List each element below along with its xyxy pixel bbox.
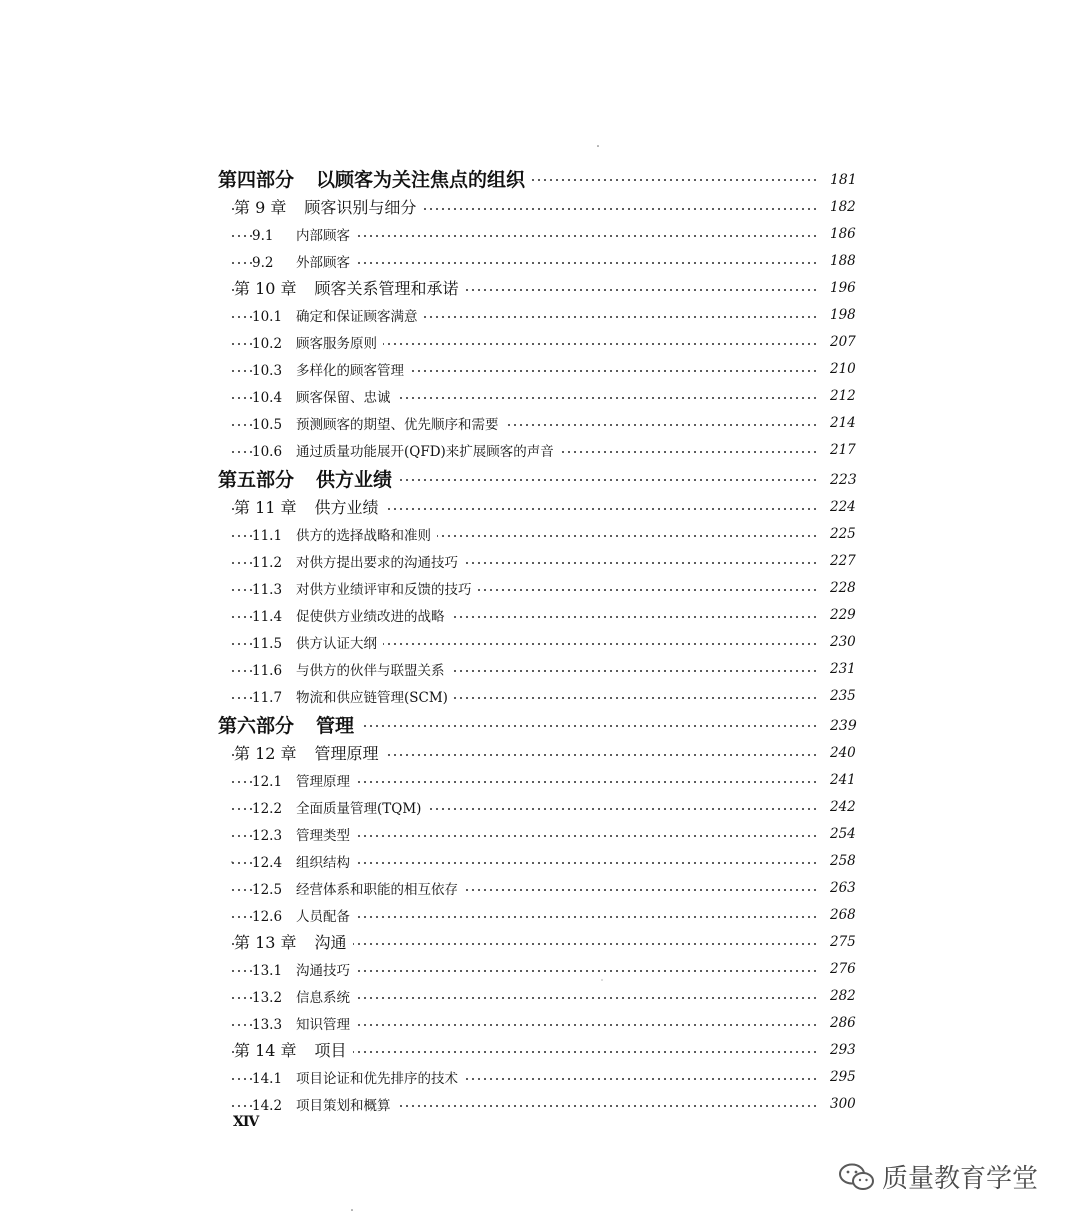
toc-entry-number: 14.2: [252, 1097, 283, 1114]
toc-entry-number: 第六部分: [218, 714, 295, 737]
toc-entry-number: 12.5: [252, 881, 283, 898]
toc-entry-title: 人员配备: [296, 908, 350, 925]
toc-entry-title: 多样化的顾客管理: [296, 362, 404, 379]
toc-entry-label: [252, 251, 356, 271]
toc-entry-label: [252, 905, 356, 925]
toc-entry-number: 14.1: [252, 1070, 283, 1087]
toc-entry-label: [252, 659, 451, 679]
toc-sec-row: [0, 220, 1080, 247]
toc-entry-label: [252, 359, 410, 379]
toc-page-number: 225: [830, 526, 870, 542]
toc-entry-number: 10.2: [252, 335, 283, 352]
toc-entry-number: 第 13 章: [234, 933, 297, 952]
table-of-contents: [0, 163, 1080, 1117]
toc-chap-row: [0, 739, 1080, 766]
toc-page-number: 231: [830, 661, 870, 677]
toc-sec-row: [0, 847, 1080, 874]
toc-entry-title: 预测顾客的期望、优先顺序和需要: [296, 416, 499, 433]
toc-entry-title: 项目论证和优先排序的技术: [296, 1070, 458, 1087]
toc-entry-number: 11.6: [252, 662, 283, 679]
toc-page-number: 263: [830, 880, 870, 896]
toc-entry-title: 顾客保留、忠诚: [296, 389, 391, 406]
toc-page-number: 300: [830, 1096, 870, 1112]
toc-entry-title: 物流和供应链管理(SCM): [296, 689, 448, 706]
toc-page-number: 223: [830, 472, 870, 488]
toc-entry-label: [252, 1013, 356, 1033]
toc-page-number: 258: [830, 853, 870, 869]
toc-entry-number: 10.6: [252, 443, 283, 460]
toc-entry-title: 对供方提出要求的沟通技巧: [296, 554, 458, 571]
toc-entry-title: 组织结构: [296, 854, 350, 871]
page-number: XIV: [233, 1114, 259, 1130]
toc-sec-row: [0, 655, 1080, 682]
toc-page-number: 240: [830, 745, 870, 761]
toc-page-number: 214: [830, 415, 870, 431]
toc-entry-label: [252, 1067, 464, 1087]
toc-chap-row: [0, 1036, 1080, 1063]
toc-page-number: 295: [830, 1069, 870, 1085]
toc-entry-title: 供方认证大纲: [296, 635, 377, 652]
toc-entry-title: 项目: [314, 1041, 347, 1060]
toc-entry-label: [234, 930, 353, 953]
toc-entry-label: [234, 276, 465, 299]
toc-sec-row: [0, 301, 1080, 328]
toc-entry-label: [252, 440, 560, 460]
toc-entry-number: 12.6: [252, 908, 283, 925]
toc-page-number: 254: [830, 826, 870, 842]
toc-sec-row: [0, 574, 1080, 601]
toc-page-number: 186: [830, 226, 870, 242]
toc-sec-row: [0, 982, 1080, 1009]
toc-page-number: 210: [830, 361, 870, 377]
toc-entry-label: [252, 986, 356, 1006]
toc-part-row: [0, 163, 1080, 193]
toc-sec-row: [0, 874, 1080, 901]
toc-chap-row: [0, 493, 1080, 520]
toc-entry-number: 第 9 章: [234, 198, 287, 217]
toc-page-number: 268: [830, 907, 870, 923]
toc-entry-title: 顾客服务原则: [296, 335, 377, 352]
toc-entry-number: 13.2: [252, 989, 283, 1006]
toc-sec-row: [0, 793, 1080, 820]
toc-entry-number: 第 14 章: [234, 1041, 297, 1060]
toc-page-number: 282: [830, 988, 870, 1004]
toc-entry-label: [234, 741, 385, 764]
toc-entry-label: [234, 1038, 353, 1061]
toc-entry-label: [252, 878, 464, 898]
toc-entry-number: 11.1: [252, 527, 283, 544]
toc-page-number: 207: [830, 334, 870, 350]
toc-entry-number: 10.4: [252, 389, 283, 406]
toc-sec-row: [0, 355, 1080, 382]
toc-sec-row: [0, 628, 1080, 655]
toc-entry-number: 11.2: [252, 554, 283, 571]
toc-entry-label: [252, 224, 356, 244]
toc-entry-label: [252, 578, 478, 598]
toc-entry-title: 内部顾客: [296, 227, 350, 244]
toc-entry-label: [252, 959, 356, 979]
toc-entry-title: 顾客识别与细分: [304, 198, 417, 217]
toc-entry-label: [252, 332, 383, 352]
toc-sec-row: [0, 247, 1080, 274]
toc-page-number: 275: [830, 934, 870, 950]
toc-entry-number: 11.7: [252, 689, 283, 706]
toc-entry-title: 促使供方业绩改进的战略: [296, 608, 445, 625]
toc-page-number: 293: [830, 1042, 870, 1058]
toc-sec-row: [0, 520, 1080, 547]
toc-entry-number: 第 10 章: [234, 279, 297, 298]
toc-entry-number: 12.3: [252, 827, 283, 844]
toc-entry-title: 确定和保证顾客满意: [296, 308, 418, 325]
toc-page-number: 230: [830, 634, 870, 650]
toc-chap-row: [0, 193, 1080, 220]
toc-entry-number: 12.1: [252, 773, 283, 790]
watermark-text: 质量教育学堂: [882, 1164, 1039, 1194]
toc-entry-label: [252, 770, 356, 790]
toc-page-number: 198: [830, 307, 870, 323]
toc-entry-number: 11.4: [252, 608, 283, 625]
toc-entry-label: [252, 824, 356, 844]
toc-entry-label: [252, 686, 454, 706]
toc-entry-label: [252, 305, 424, 325]
toc-page-number: 235: [830, 688, 870, 704]
toc-entry-title: 信息系统: [296, 989, 350, 1006]
toc-sec-row: [0, 1009, 1080, 1036]
toc-entry-title: 与供方的伙伴与联盟关系: [296, 662, 445, 679]
toc-sec-row: [0, 1090, 1080, 1117]
toc-sec-row: [0, 1063, 1080, 1090]
toc-entry-number: 13.1: [252, 962, 283, 979]
toc-entry-title: 管理类型: [296, 827, 350, 844]
toc-entry-label: [252, 797, 427, 817]
toc-entry-number: 9.1: [252, 227, 274, 244]
toc-page-number: 276: [830, 961, 870, 977]
toc-sec-row: [0, 328, 1080, 355]
toc-page-number: 188: [830, 253, 870, 269]
toc-entry-number: 第五部分: [218, 468, 295, 491]
toc-part-row: [0, 709, 1080, 739]
toc-sec-row: [0, 601, 1080, 628]
toc-entry-title: 经营体系和职能的相互依存: [296, 881, 458, 898]
toc-entry-title: 供方业绩: [316, 468, 393, 491]
toc-entry-title: 沟通技巧: [296, 962, 350, 979]
toc-entry-label: [234, 195, 422, 218]
toc-entry-label: [218, 165, 531, 192]
toc-entry-title: 知识管理: [296, 1016, 350, 1033]
toc-entry-number: 第 12 章: [234, 744, 297, 763]
toc-entry-label: [218, 465, 398, 492]
toc-sec-row: [0, 820, 1080, 847]
toc-entry-title: 供方的选择战略和准则: [296, 527, 431, 544]
toc-entry-label: [252, 413, 505, 433]
toc-entry-title: 管理: [316, 714, 355, 737]
wechat-icon: [838, 1162, 876, 1192]
toc-entry-label: [252, 386, 397, 406]
toc-page-number: 286: [830, 1015, 870, 1031]
toc-entry-label: [252, 1094, 397, 1114]
toc-sec-row: [0, 382, 1080, 409]
toc-entry-title: 以顾客为关注焦点的组织: [316, 168, 526, 191]
toc-entry-title: 管理原理: [296, 773, 350, 790]
toc-entry-label: [252, 551, 464, 571]
toc-entry-number: 第四部分: [218, 168, 295, 191]
toc-page-number: 212: [830, 388, 870, 404]
toc-entry-label: [252, 632, 383, 652]
toc-entry-number: 第 11 章: [234, 498, 297, 517]
toc-entry-title: 沟通: [314, 933, 347, 952]
toc-part-row: [0, 463, 1080, 493]
toc-entry-number: 13.3: [252, 1016, 283, 1033]
toc-entry-number: 11.3: [252, 581, 283, 598]
toc-entry-number: 10.5: [252, 416, 283, 433]
toc-page-number: 181: [830, 172, 870, 188]
toc-page-number: 242: [830, 799, 870, 815]
toc-page-number: 239: [830, 718, 870, 734]
toc-sec-row: [0, 955, 1080, 982]
toc-entry-label: [218, 711, 360, 738]
toc-entry-title: 通过质量功能展开(QFD)来扩展顾客的声音: [296, 443, 554, 460]
toc-sec-row: [0, 766, 1080, 793]
toc-entry-label: [252, 851, 356, 871]
toc-entry-title: 外部顾客: [296, 254, 350, 271]
toc-sec-row: [0, 547, 1080, 574]
toc-entry-number: 11.5: [252, 635, 283, 652]
toc-entry-title: 顾客关系管理和承诺: [314, 279, 459, 298]
toc-entry-number: 12.4: [252, 854, 283, 871]
toc-page-number: 224: [830, 499, 870, 515]
toc-page-number: 227: [830, 553, 870, 569]
toc-page-number: 228: [830, 580, 870, 596]
toc-sec-row: [0, 436, 1080, 463]
toc-chap-row: [0, 274, 1080, 301]
toc-sec-row: [0, 682, 1080, 709]
toc-sec-row: [0, 901, 1080, 928]
toc-entry-title: 供方业绩: [314, 498, 379, 517]
toc-entry-number: 10.1: [252, 308, 283, 325]
toc-page-number: 182: [830, 199, 870, 215]
toc-chap-row: [0, 928, 1080, 955]
toc-entry-number: 9.2: [252, 254, 274, 271]
toc-entry-label: [252, 524, 437, 544]
toc-page-number: 241: [830, 772, 870, 788]
watermark: [838, 1158, 1038, 1195]
toc-entry-title: 全面质量管理(TQM): [296, 800, 422, 817]
toc-entry-label: [234, 495, 385, 518]
toc-page-number: 229: [830, 607, 870, 623]
toc-entry-title: 对供方业绩评审和反馈的技巧: [296, 581, 472, 598]
toc-page-number: 196: [830, 280, 870, 296]
toc-entry-title: 管理原理: [314, 744, 379, 763]
toc-entry-number: 10.3: [252, 362, 283, 379]
toc-entry-title: 项目策划和概算: [296, 1097, 391, 1114]
toc-entry-label: [252, 605, 451, 625]
toc-page-number: 217: [830, 442, 870, 458]
toc-entry-number: 12.2: [252, 800, 283, 817]
toc-sec-row: [0, 409, 1080, 436]
